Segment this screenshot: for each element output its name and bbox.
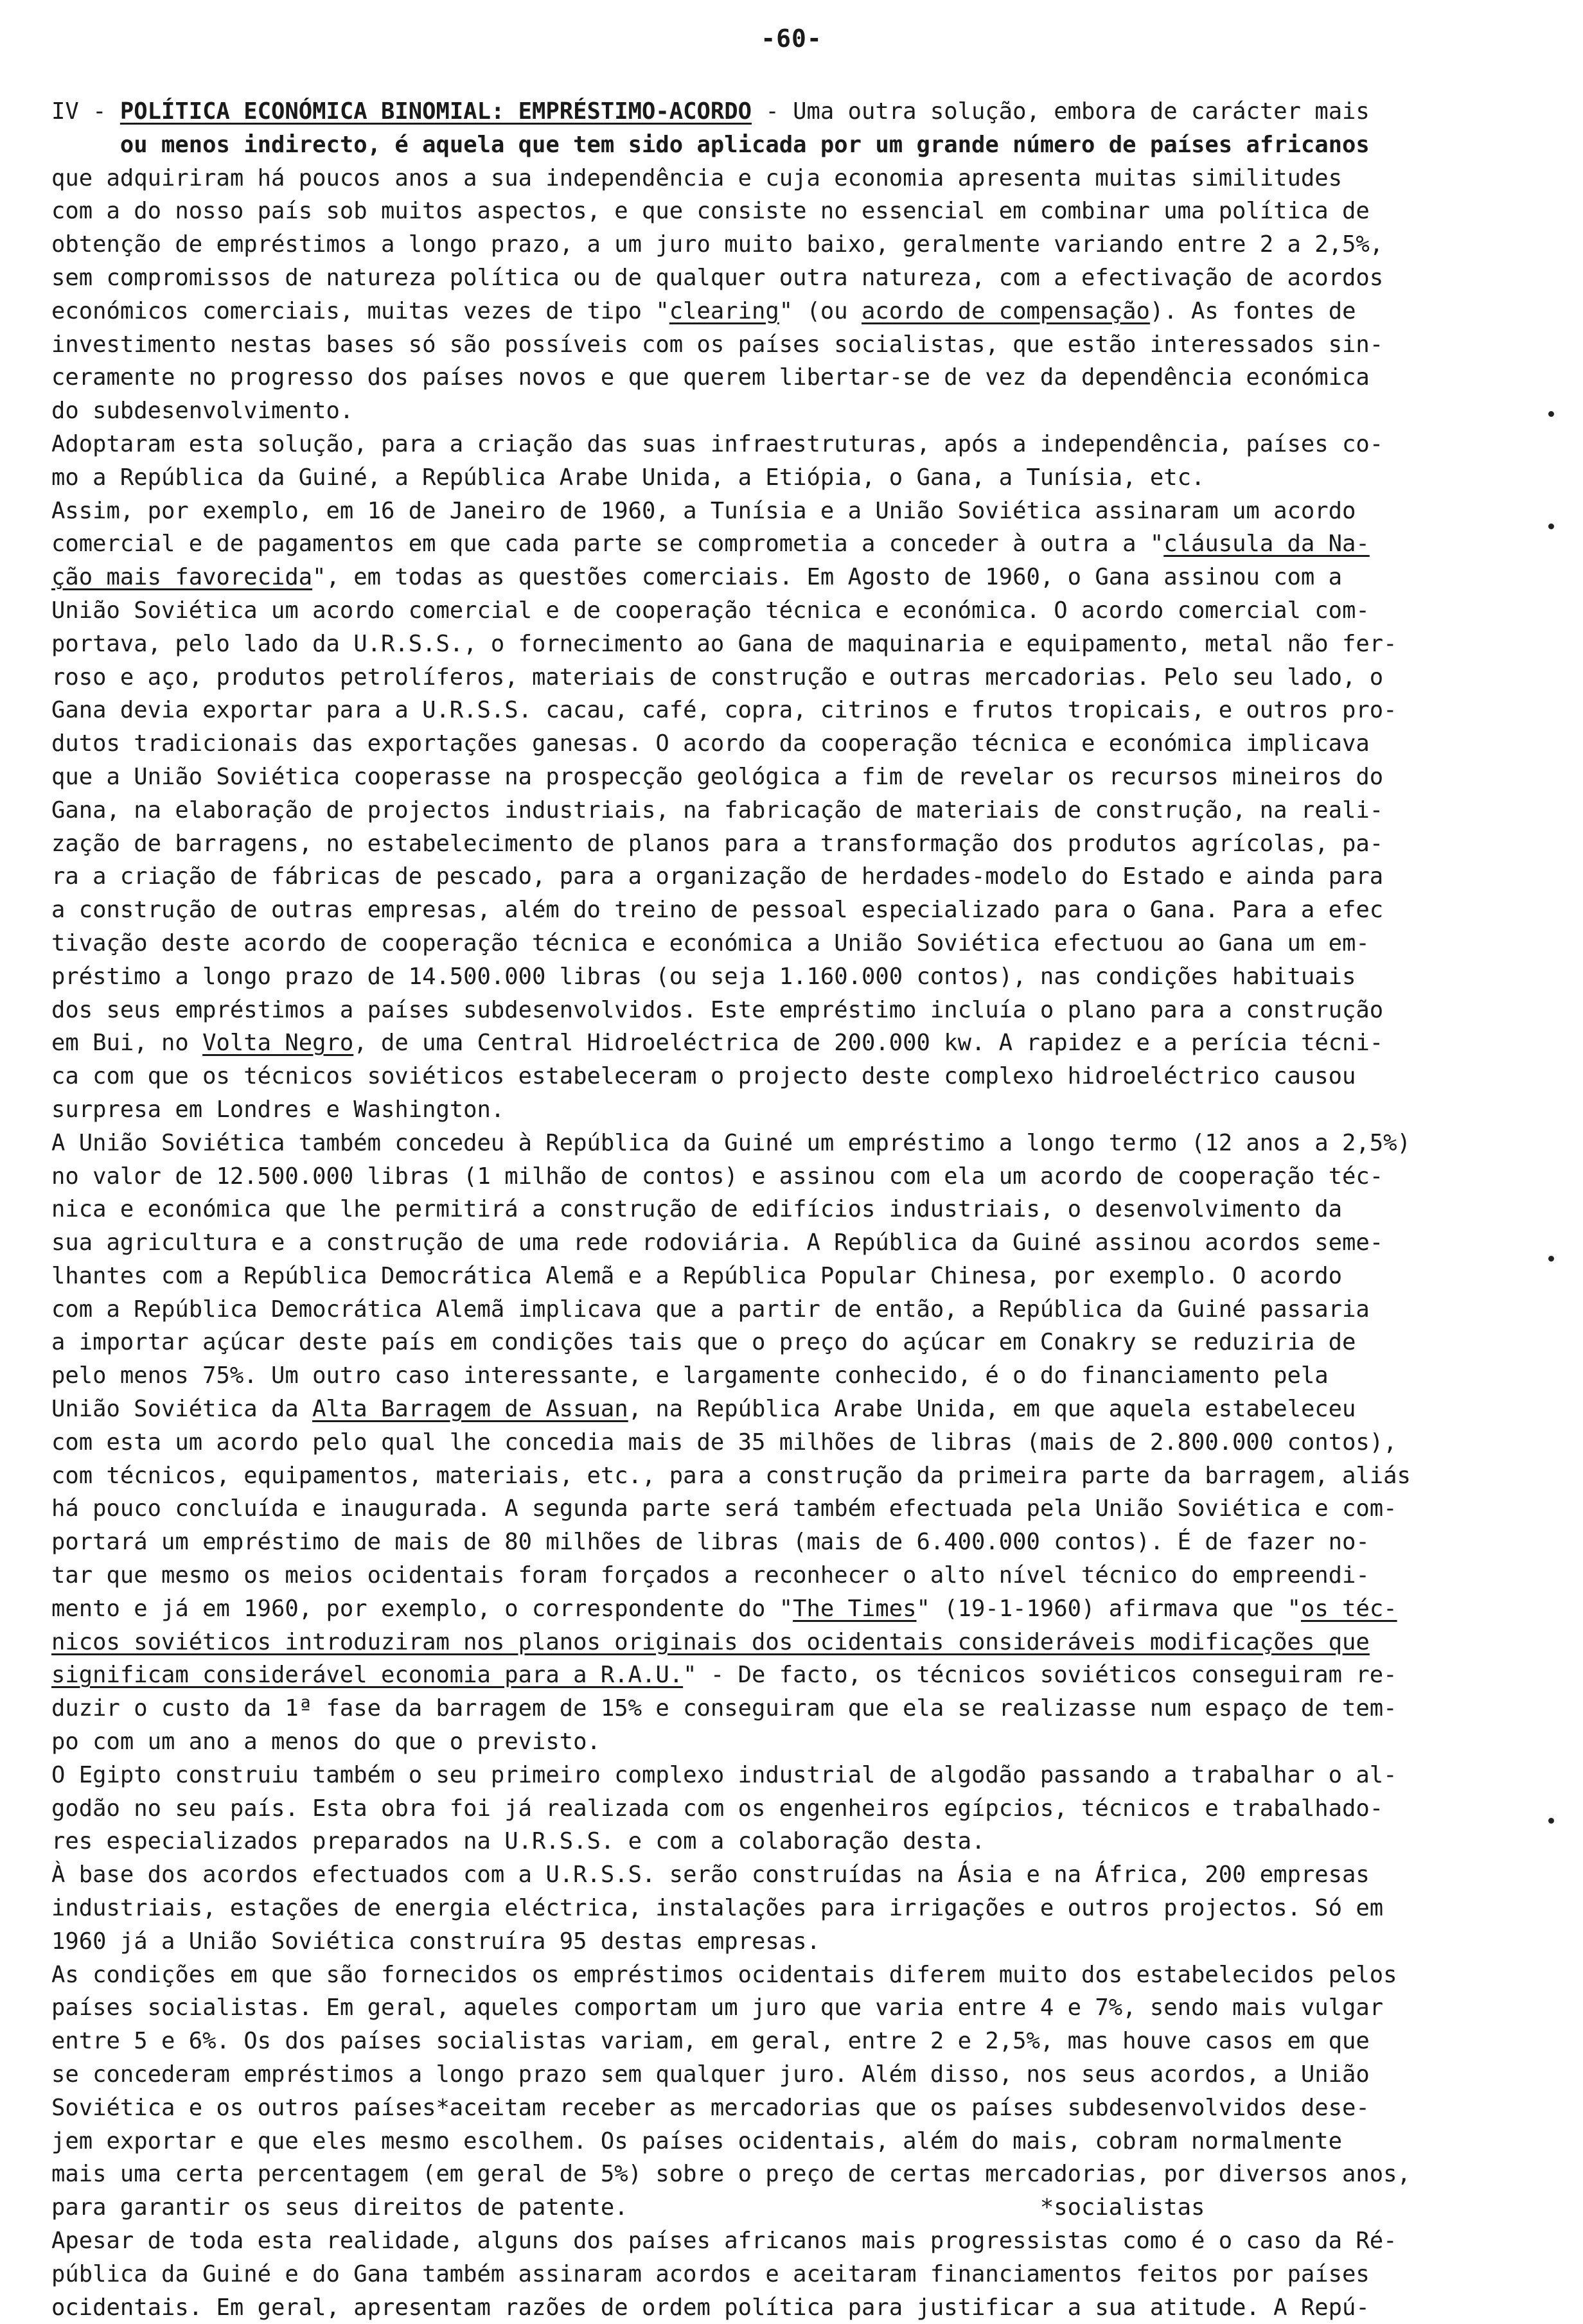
text-line <box>51 1260 1529 1293</box>
text-line <box>51 1626 1529 1659</box>
text-run: Adoptaram esta solução, para a criação das suas infraestruturas, após a independência, países co- <box>51 430 1384 457</box>
text-run: duzir o custo da 1ª fase da barragem de 15% e conseguiram que ela se realizasse num espaço de tem- <box>51 1695 1397 1722</box>
text-run: pública da Guiné e do Gana também assinaram acordos e aceitaram financiamentos feitos por países <box>51 2260 1370 2287</box>
text-run: industriais, estações de energia eléctrica, instalações para irrigações e outros projectos. Só em <box>51 1895 1384 1922</box>
text-line <box>51 1026 1529 1060</box>
page-number: -60- <box>761 24 822 53</box>
text-line <box>51 1393 1529 1426</box>
text-run: mo a República da Guiné, a República Arabe Unida, a Etiópia, o Gana, a Tunísia, etc. <box>51 464 1205 491</box>
text-line <box>51 1459 1529 1493</box>
text-line <box>51 495 1529 528</box>
text-line <box>51 195 1529 228</box>
text-line <box>51 960 1529 994</box>
text-line <box>51 794 1529 827</box>
text-line <box>51 428 1529 461</box>
text-line <box>51 1959 1529 1992</box>
text-run: " (19-1-1960) afirmava que " <box>916 1595 1301 1622</box>
text-line <box>51 1725 1529 1759</box>
text-run: , de uma Central Hidroeléctrica de 200.000 kw. A rapidez e a perícia técni- <box>353 1030 1384 1057</box>
text-run: em Bui, no <box>51 1030 203 1057</box>
text-line <box>51 1759 1529 1792</box>
text-run: surpresa em Londres e Washington. <box>51 1096 505 1123</box>
text-line <box>51 1925 1529 1959</box>
text-line <box>51 1326 1529 1359</box>
text-run: cláusula da Na- <box>1163 531 1370 558</box>
text-line <box>51 1093 1529 1127</box>
text-line <box>51 1293 1529 1326</box>
text-line <box>51 1226 1529 1260</box>
text-run: com técnicos, equipamentos, materiais, etc., para a construção da primeira parte da barragem, aliás <box>51 1462 1411 1489</box>
text-line <box>51 994 1529 1027</box>
text-line <box>51 1559 1529 1592</box>
text-line <box>51 1060 1529 1093</box>
text-line <box>51 527 1529 561</box>
text-run: sua agricultura e a construção de uma rede rodoviária. A República da Guiné assinou acordos seme- <box>51 1229 1384 1256</box>
text-line <box>51 594 1529 628</box>
text-run: sem compromissos de natureza política ou de qualquer outra natureza, com a efectivação de acordos <box>51 264 1384 291</box>
text-run: Alta Barragem de Assuan <box>312 1396 628 1423</box>
text-run: obtenção de empréstimos a longo prazo, a um juro muito baixo, geralmente variando entre 2 a 2,5%, <box>51 231 1384 258</box>
text-run: res especializados preparados na U.R.S.S. e com a colaboração desta. <box>51 1828 986 1855</box>
text-line <box>51 394 1529 428</box>
margin-mark <box>1548 411 1554 417</box>
text-line <box>51 1592 1529 1626</box>
text-line <box>51 1991 1529 2025</box>
text-line <box>51 1858 1529 1892</box>
text-run: pelo menos 75%. Um outro caso interessante, e largamente conhecido, é o do financiamento pela <box>51 1362 1329 1389</box>
text-line <box>51 1526 1529 1559</box>
text-run: do subdesenvolvimento. <box>51 398 354 425</box>
text-line <box>51 1426 1529 1459</box>
text-line <box>51 2291 1529 2324</box>
text-run: os téc- <box>1300 1595 1397 1622</box>
text-run: The Times <box>793 1595 917 1622</box>
text-line <box>51 661 1529 694</box>
text-run: po com um ano a menos do que o previsto. <box>51 1729 601 1756</box>
text-run: Soviética e os outros países*aceitam receber as mercadorias que os países subdesenvolvidos dese- <box>51 2094 1370 2121</box>
text-line <box>51 827 1529 861</box>
margin-mark <box>1548 1256 1554 1262</box>
text-line <box>51 1492 1529 1526</box>
text-run: com a do nosso país sob muitos aspectos, e que consiste no essencial em combinar uma política de <box>51 198 1370 225</box>
text-run: jem exportar e que eles mesmo escolhem. Os países ocidentais, além do mais, cobram normalmente <box>51 2127 1343 2154</box>
text-line <box>51 2191 1529 2224</box>
text-run: clearing <box>669 297 779 324</box>
text-run: A União Soviética também concedeu à República da Guiné um empréstimo a longo termo (12 anos a 2,5%) <box>51 1129 1411 1156</box>
text-run: comercial e de pagamentos em que cada parte se comprometia a conceder à outra a " <box>51 531 1164 558</box>
text-run: países socialistas. Em geral, aqueles comportam um juro que varia entre 4 e 7%, sendo mais vulgar <box>51 1994 1384 2021</box>
text-line <box>51 628 1529 661</box>
text-run: zação de barragens, no estabelecimento de planos para a transformação dos produtos agrícolas, pa- <box>51 830 1384 857</box>
text-run: POLÍTICA ECONÓMICA BINOMIAL: EMPRÉSTIMO-ACORDO <box>119 98 752 125</box>
text-line <box>51 162 1529 195</box>
text-run: ca com que os técnicos soviéticos estabeleceram o projecto deste complexo hidroeléctrico causou <box>51 1063 1356 1090</box>
text-run: O Egipto construiu também o seu primeiro complexo industrial de algodão passando a trabalhar o al- <box>51 1761 1397 1788</box>
text-line <box>51 461 1529 495</box>
text-run: tivação deste acordo de cooperação técnica e económica a União Soviética efectuou ao Gana um em- <box>51 929 1370 956</box>
text-run: préstimo a longo prazo de 14.500.000 libras (ou seja 1.160.000 contos), nas condições habituais <box>51 963 1356 990</box>
text-run: há pouco concluída e inaugurada. A segunda parte será também efectuada pela União Soviética e com- <box>51 1495 1397 1522</box>
text-line <box>51 1193 1529 1226</box>
text-run: lhantes com a República Democrática Alemã e a República Popular Chinesa, por exemplo. O acordo <box>51 1262 1343 1289</box>
text-run: 1960 já a União Soviética construíra 95 destas empresas. <box>51 1928 820 1955</box>
text-run: no valor de 12.500.000 libras (1 milhão de contos) e assinou com ela um acordo de cooperação téc- <box>51 1163 1384 1190</box>
text-run: mento e já em 1960, por exemplo, o correspondente do " <box>51 1595 793 1622</box>
text-run: Apesar de toda esta realidade, alguns dos países africanos mais progressistas como é o caso da Ré- <box>51 2228 1397 2254</box>
text-run: ocidentais. Em geral, apresentam razões de ordem política para justificar a sua atitude. A Repú- <box>51 2294 1370 2321</box>
text-run: a construção de outras empresas, além do treino de pessoal especializado para o Gana. Para a efec <box>51 897 1384 924</box>
text-line <box>51 2091 1529 2125</box>
text-line <box>51 1127 1529 1160</box>
text-run: que a União Soviética cooperasse na prospecção geológica a fim de revelar os recursos mineiros do <box>51 763 1384 790</box>
text-run: roso e aço, produtos petrolíferos, materiais de construção e outras mercadorias. Pelo seu lado, o <box>51 664 1384 691</box>
text-run: " (ou <box>779 297 862 324</box>
text-line <box>51 2158 1529 2191</box>
text-run: se concederam empréstimos a longo prazo sem qualquer juro. Além disso, nos seus acordos, a União <box>51 2061 1370 2088</box>
text-run: - Uma outra solução, embora de carácter mais <box>752 98 1370 125</box>
text-line <box>51 727 1529 761</box>
text-run: ou menos indirecto, é aquela que tem sido aplicada por um grande número de países africanos <box>119 131 1370 158</box>
text-run: godão no seu país. Esta obra foi já realizada com os engenheiros egípcios, técnicos e trabalhado- <box>51 1795 1384 1822</box>
text-line <box>51 561 1529 594</box>
text-line <box>51 228 1529 261</box>
text-line <box>51 128 1529 162</box>
text-run: Volta Negro <box>202 1030 354 1057</box>
margin-mark <box>1548 524 1554 529</box>
text-run: que adquiriram há poucos anos a sua independência e cuja economia apresenta muitas similitudes <box>51 164 1343 191</box>
text-line <box>51 1792 1529 1826</box>
text-run: nicos soviéticos introduziram nos planos originais dos ocidentais consideráveis modificações que <box>51 1628 1370 1655</box>
text-run: dutos tradicionais das exportações ganesas. O acordo da cooperação técnica e económica implicava <box>51 730 1370 757</box>
text-run: Assim, por exemplo, em 16 de Janeiro de 1960, a Tunísia e a União Soviética assinaram um acordo <box>51 497 1356 524</box>
text-line <box>51 295 1529 328</box>
text-run: As condições em que são fornecidos os empréstimos ocidentais diferem muito dos estabelecidos pelos <box>51 1961 1397 1988</box>
text-line <box>51 361 1529 394</box>
text-run: investimento nestas bases só são possíveis com os países socialistas, que estão interessados sin- <box>51 331 1384 358</box>
text-run: À base dos acordos efectuados com a U.R.S.S. serão construídas na Ásia e na África, 200 empresas <box>51 1862 1370 1888</box>
text-line <box>51 1892 1529 1925</box>
document-body <box>51 95 1529 2324</box>
text-line <box>51 1692 1529 1725</box>
text-line <box>51 927 1529 960</box>
text-line <box>51 2125 1529 2158</box>
text-line <box>51 1825 1529 1858</box>
text-run: portava, pelo lado da U.R.S.S., o fornecimento ao Gana de maquinaria e equipamento, metal não fer- <box>51 630 1397 657</box>
text-run: entre 5 e 6%. Os dos países socialistas variam, em geral, entre 2 e 2,5%, mas houve casos em que <box>51 2028 1370 2055</box>
text-line <box>51 761 1529 794</box>
text-line <box>51 95 1529 128</box>
text-run: Gana devia exportar para a U.R.S.S. cacau, café, copra, citrinos e frutos tropicais, e outros pro- <box>51 697 1397 724</box>
text-run: nica e económica que lhe permitirá a construção de edifícios industriais, o desenvolvimento da <box>51 1196 1343 1223</box>
text-run: significam considerável economia para a R.A.U. <box>51 1662 684 1689</box>
text-line <box>51 1359 1529 1393</box>
text-run: ", em todas as questões comerciais. Em Agosto de 1960, o Gana assinou com a <box>312 564 1343 591</box>
text-run: tar que mesmo os meios ocidentais foram forçados a reconhecer o alto nível técnico do empreendi- <box>51 1562 1370 1589</box>
text-run: dos seus empréstimos a países subdesenvolvidos. Este empréstimo incluía o plano para a construção <box>51 996 1384 1023</box>
text-line <box>51 1160 1529 1193</box>
text-run: ). As fontes de <box>1149 297 1356 324</box>
text-line <box>51 860 1529 894</box>
text-line <box>51 328 1529 362</box>
text-run: União Soviética um acordo comercial e de cooperação técnica e económica. O acordo comercial com- <box>51 597 1370 624</box>
text-line <box>51 694 1529 727</box>
text-run: mais uma certa percentagem (em geral de 5%) sobre o preço de certas mercadorias, por diversos anos, <box>51 2161 1411 2188</box>
text-run: com a República Democrática Alemã implicava que a partir de então, a República da Guiné passaria <box>51 1296 1370 1323</box>
text-run: IV - <box>51 98 120 125</box>
text-line <box>51 2224 1529 2258</box>
text-run: portará um empréstimo de mais de 80 milhões de libras (mais de 6.400.000 contos). É de fazer no- <box>51 1529 1370 1556</box>
text-run: para garantir os seus direitos de patente. *socialistas <box>51 2194 1205 2221</box>
text-run: União Soviética da <box>51 1396 313 1423</box>
text-run: económicos comerciais, muitas vezes de tipo " <box>51 297 669 324</box>
text-run: ceramente no progresso dos países novos e que querem libertar-se de vez da dependência económica <box>51 364 1370 391</box>
text-line <box>51 2058 1529 2091</box>
text-run: ra a criação de fábricas de pescado, para a organização de herdades-modelo do Estado e ainda para <box>51 863 1384 890</box>
text-run <box>51 132 120 158</box>
text-run: Gana, na elaboração de projectos industriais, na fabricação de materiais de construção, na reali- <box>51 797 1384 823</box>
text-run: , na República Arabe Unida, em que aquela estabeleceu <box>628 1396 1356 1423</box>
text-run: " - De facto, os técnicos soviéticos conseguiram re- <box>683 1662 1397 1689</box>
text-run: a importar açúcar deste país em condições tais que o preço do açúcar em Conakry se reduziria de <box>51 1329 1356 1356</box>
text-run: ção mais favorecida <box>51 564 313 591</box>
text-line <box>51 261 1529 295</box>
text-line <box>51 1659 1529 1692</box>
text-run: com esta um acordo pelo qual lhe concedia mais de 35 milhões de libras (mais de 2.800.000 contos), <box>51 1429 1397 1456</box>
text-line <box>51 2025 1529 2058</box>
text-line <box>51 2258 1529 2291</box>
text-run: acordo de compensação <box>862 297 1150 324</box>
margin-mark <box>1548 1818 1554 1824</box>
text-line <box>51 894 1529 927</box>
